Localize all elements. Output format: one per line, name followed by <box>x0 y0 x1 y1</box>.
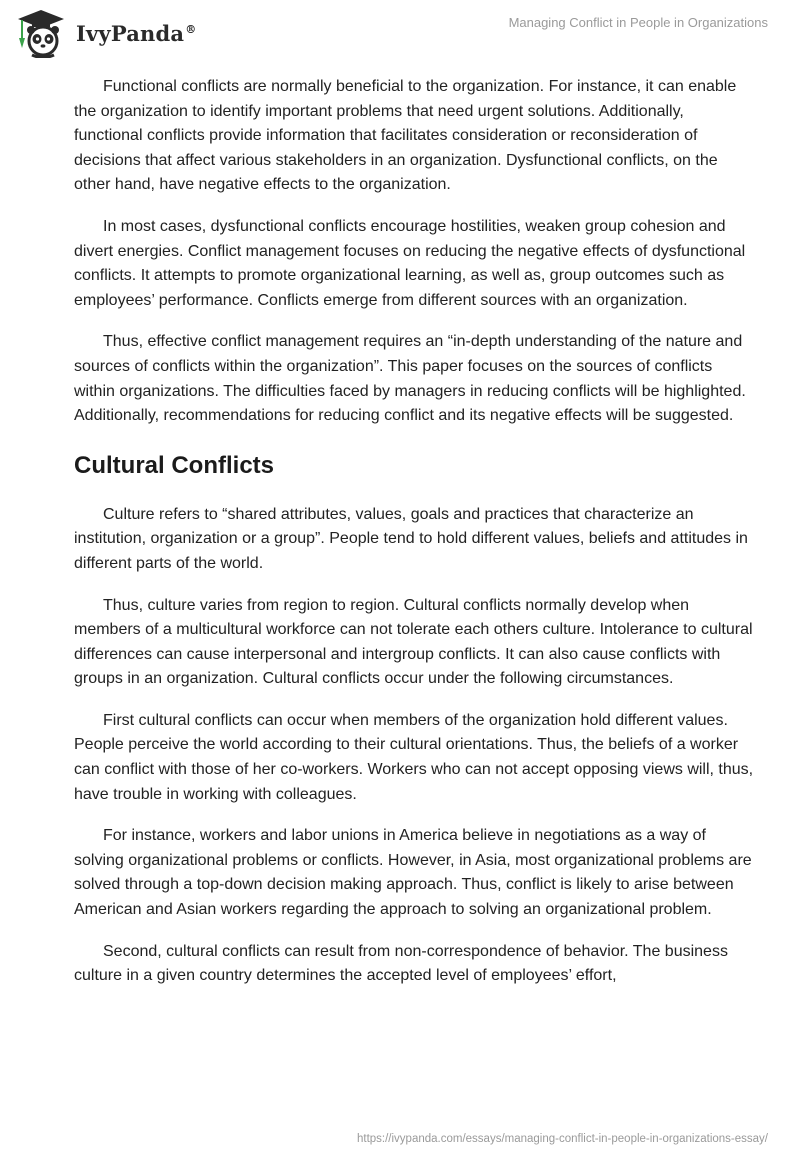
panda-graduate-logo-icon <box>14 8 68 58</box>
essay-content <box>74 75 754 1006</box>
paragraph: For instance, workers and labor unions in America believe in negotiations as a way of solving organizational problems or conflicts. However, in Asia, most organizational problems are solved through a top-down decision making approach. Thus, conflict is likely to arise between American and Asian workers regarding the approach to solving an organizational problem. <box>74 827 752 919</box>
ivypanda-logo[interactable] <box>14 8 196 58</box>
paragraph: Functional conflicts are normally beneficial to the organization. For instance, it can enable the organization to identify important problems that need urgent solutions. Additionally, functional conflicts provide information that facilitates consideration or reconsideration of decisions that affect various stakeholders in an organization. Dysfunctional conflicts, on the other hand, have negative effects to the organization. <box>74 78 737 194</box>
registered-mark: ® <box>185 22 197 36</box>
paragraph: Culture refers to “shared attributes, values, goals and practices that characterize an institution, organization or a group”. People tend to hold different values, beliefs and attitudes in different parts of the world. <box>74 505 748 572</box>
paragraph: Second, cultural conflicts can result from non-correspondence of behavior. The business culture in a given country determines the accepted level of employees’ effort, <box>74 942 728 985</box>
paragraph: First cultural conflicts can occur when members of the organization hold different values. People perceive the world according to their cultural orientations. Thus, the beliefs of a worker can conflict with those of her co-workers. Workers who can not accept opposing views will, thus, have trouble in working with colleagues. <box>74 711 754 803</box>
section-heading: Cultural Conflicts <box>74 451 275 479</box>
document-title: Managing Conflict in People in Organizations <box>508 15 768 30</box>
logo-wordmark <box>76 21 196 46</box>
paragraph: Thus, culture varies from region to region. Cultural conflicts normally develop when members of a multicultural workforce can not tolerate each others culture. Intolerance to cultural differences can cause interpersonal and intergroup conflicts. It can also cause conflicts with groups in an organization. Cultural conflicts occur under the following circumstances. <box>74 596 753 688</box>
page-header <box>0 0 800 64</box>
logo-name: IvyPanda <box>76 20 185 46</box>
paragraph: In most cases, dysfunctional conflicts encourage hostilities, weaken group cohesion and divert energies. Conflict management focuses on reducing the negative effects of dysfunctional conflicts. It attempts to promote organizational learning, as well as, group outcomes such as employees’ performance. Conflicts emerge from different sources with an organization. <box>74 217 746 309</box>
paragraph: Thus, effective conflict management requires an “in-depth understanding of the nature and sources of conflicts within the organization”. This paper focuses on the sources of conflicts within organizations. The difficulties faced by managers in reducing conflicts will be highlighted. Additionally, recommendations for reducing conflict and its negative effects will be suggested. <box>74 333 746 425</box>
source-url[interactable]: https://ivypanda.com/essays/managing-conflict-in-people-in-organizations-essay/ <box>356 1133 768 1145</box>
